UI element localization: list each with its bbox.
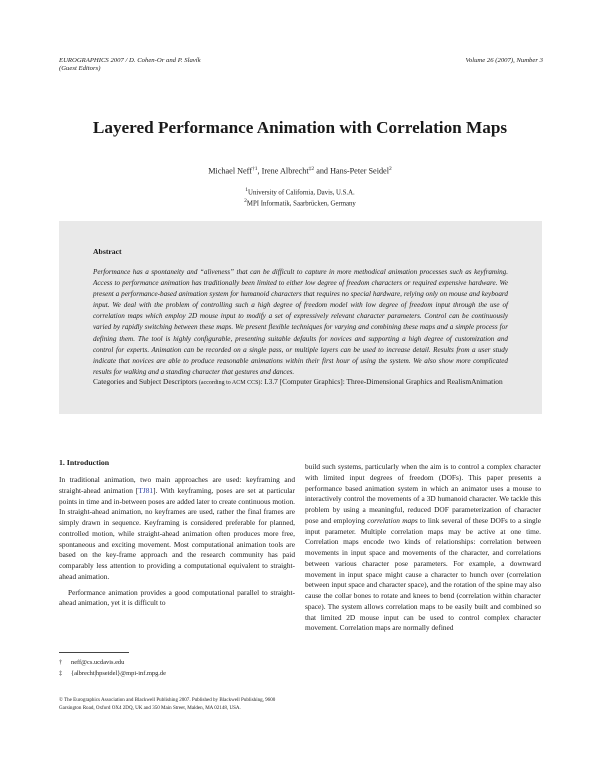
paragraph-text: ]. With keyframing, poses are set at particular points in time and in-between poses are added later to create continuous motion. In straight-ahead animation, no keyframes are used, rather the final frames are simply drawn in sequence. Keyframing is considered preferable for planned, controlled motion, while straight-ahead animation often produces more free, spontaneous and exciting movement. Most computational animation tools are based on the key-frame approach and the research community has paid comparably less attention to providing a computational equivalent to straight-ahead animation. bbox=[59, 485, 295, 581]
affiliation-marker: 1 bbox=[245, 187, 249, 193]
abstract-heading: Abstract bbox=[93, 247, 122, 256]
author-name: Michael Neff bbox=[208, 166, 252, 176]
author-list bbox=[0, 166, 600, 176]
journal-name: EUROGRAPHICS 2007 / D. Cohen-Or and P. Slavík bbox=[59, 57, 201, 64]
ccs-text: : I.3.7 [Computer Graphics]: Three-Dimensional Graphics and RealismAnimation bbox=[260, 377, 503, 386]
footnote-email[interactable]: {albrecht|hpseidel}@mpi-inf.mpg.de bbox=[71, 670, 166, 677]
copyright-notice: © The Eurographics Association and Blackwell Publishing 2007. Published by Blackwell Publishing, 9600 Garsington Road, Oxford OX4 2DQ, UK and 350 Main Street, Malden, MA 02148, USA. bbox=[59, 697, 276, 711]
author-marker: 2 bbox=[388, 166, 392, 172]
footnote-mark: ‡ bbox=[59, 670, 63, 677]
left-column bbox=[59, 475, 295, 609]
guest-editors: (Guest Editors) bbox=[59, 65, 101, 73]
affiliation-marker: 2 bbox=[244, 198, 247, 204]
footnote bbox=[59, 659, 124, 666]
author-separator: , bbox=[257, 166, 262, 176]
affiliation-text: University of California, Davis, U.S.A. bbox=[248, 189, 355, 197]
paragraph-text: to link several of these DOFs to a single input parameter. Multiple correlation maps may be active at one time. Correlation maps encode two kinds of relationships: correlation between movements in input space and movements of the character, and correlations between various character pose parameters. For example, a downward movement in input space might cause a character to hunch over (correlation between input space and character space), and the rotation of the spine may also cause the collar bones to rotate and knees to bend (correlation within character space). The system allows correlation maps to be easily built and combined so that limited 2D mouse input can be used to control complex character movement. Correlation maps are normally defined bbox=[305, 515, 541, 633]
affiliation-text: MPI Informatik, Saarbrücken, Germany bbox=[246, 200, 356, 208]
footnote bbox=[59, 670, 166, 677]
author-marker: †1 bbox=[252, 166, 258, 172]
paragraph-text: In traditional animation, two main approaches are used: keyframing and straight-ahead animation [ bbox=[59, 475, 295, 495]
author-name: Hans-Peter Seidel bbox=[330, 166, 389, 176]
ccs-descriptors bbox=[93, 376, 508, 389]
footnote-email[interactable]: neff@cs.ucdavis.edu bbox=[71, 659, 125, 666]
footnote-divider bbox=[59, 652, 129, 653]
journal-header bbox=[59, 57, 299, 74]
section-heading: 1. Introduction bbox=[59, 458, 110, 467]
author-separator: and bbox=[314, 166, 331, 176]
author-name: Irene Albrecht bbox=[261, 166, 309, 176]
affiliation bbox=[0, 198, 600, 207]
ccs-qualifier: (according to ACM CCS) bbox=[198, 380, 261, 386]
ccs-label: Categories and Subject Descriptors bbox=[93, 377, 198, 386]
footnote-mark: † bbox=[59, 659, 63, 666]
volume-info: Volume 26 (2007), Number 3 bbox=[465, 57, 543, 64]
paragraph bbox=[59, 475, 295, 583]
citation-link[interactable]: TJ81 bbox=[138, 485, 154, 495]
abstract-text: Performance has a spontaneity and “aliveness” that can be difficult to capture in more methodical animation processes such as keyframing. Access to performance animation has traditionally been limited to either low degree of freedom characters or required expensive hardware. We present a performance-based animation system for humanoid characters that requires no special hardware, relying only on mouse and keyboard input. We deal with the problem of controlling such a high degree of freedom model with low degree of freedom input through the use of correlation maps which employ 2D mouse input to modify a set of expressively relevant character parameters. Control can be continuously varied by rapidly switching between these maps. We present flexible techniques for varying and combining these maps and a simple process for defining them. The tool is highly configurable, presenting suitable defaults for novices and supporting a high degree of customization and control for experts. Animation can be recorded on a single pass, or multiple layers can be used to increase detail. Results from a user study indicate that novices are able to produce reasonable animations within their first hour of using the system. We also show more complicated results for walking and a standing character that gestures and dances. bbox=[93, 268, 508, 376]
paragraph: Performance animation provides a good computational parallel to straight-ahead animation, yet it is difficult to bbox=[59, 587, 295, 608]
emphasized-term: correlation maps bbox=[367, 515, 418, 525]
affiliation bbox=[0, 187, 600, 196]
right-column bbox=[305, 462, 541, 634]
paragraph-text: build such systems, particularly when the aim is to control a complex character with limited input degrees of freedom (DOFs). This paper presents a performance based animation system in which an animator uses a mouse to interactively control the movements of a 3D humanoid character. We tackle this problem by using a meaningful, reduced DOF parameterization of character pose and employing bbox=[305, 462, 541, 525]
author-marker: ‡2 bbox=[308, 166, 315, 172]
paper-title: Layered Performance Animation with Correlation Maps bbox=[92, 118, 508, 137]
